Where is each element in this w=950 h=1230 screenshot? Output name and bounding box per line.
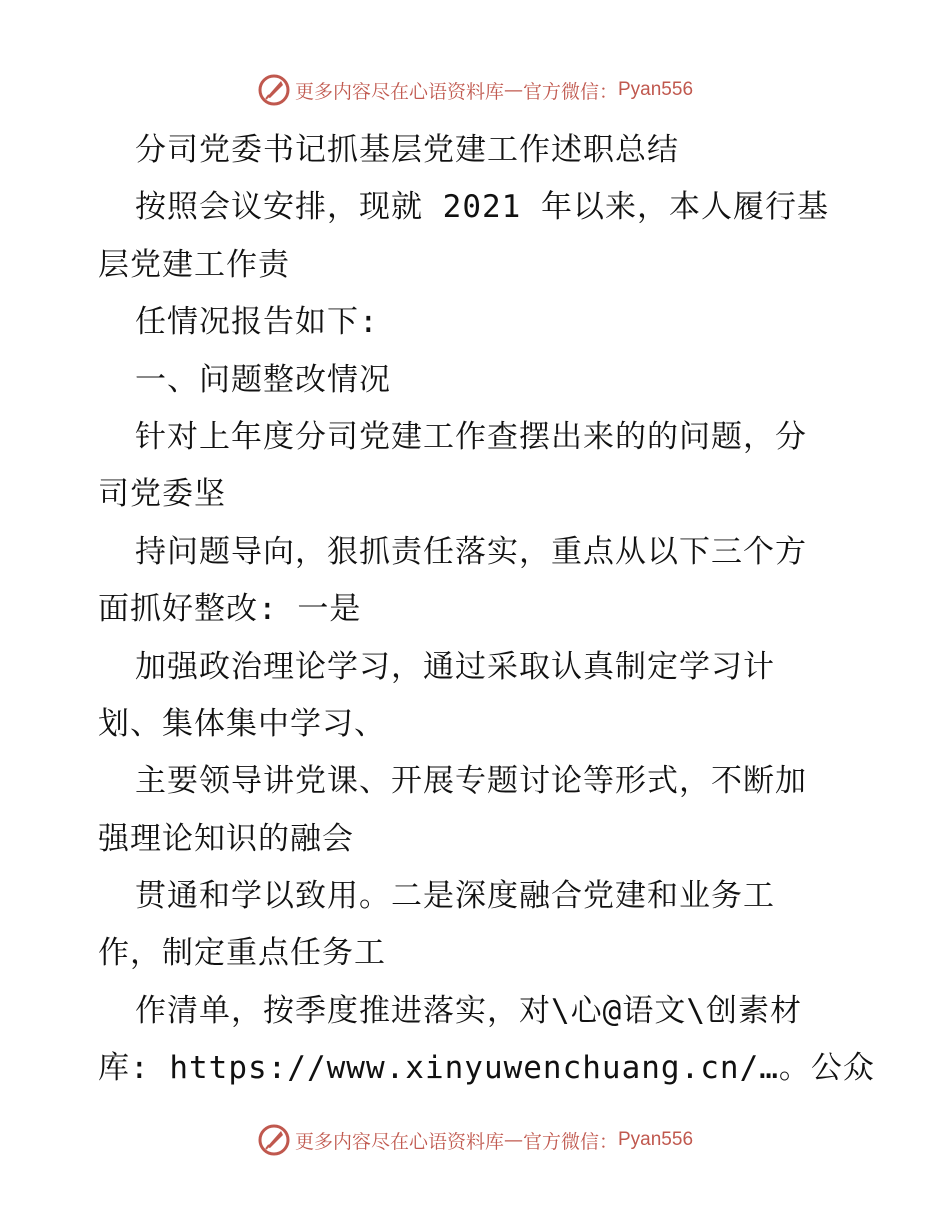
banner-label: 官方微信： (522, 1130, 618, 1153)
banner-label: 官方微信： (522, 80, 618, 103)
banner-wechat-id: Pyan556 (618, 79, 694, 100)
banner-text: 更多内容尽在心语资料库 (294, 1130, 504, 1153)
text-line: 贯通和学以致用。二是深度融合党建和业务工 (135, 878, 775, 915)
text-line: 作，制定重点任务工 (98, 935, 386, 972)
footer-watermark-banner (0, 1120, 950, 1160)
text-line: 面抓好整改: 一是 (98, 591, 362, 628)
text-line-url: 库: https://www.xinyuwenchuang.cn/…。公众 (98, 1050, 875, 1087)
quill-logo-icon (257, 1123, 291, 1157)
section-heading: 一、问题整改情况 (135, 361, 391, 398)
text-line: 按照会议安排，现就 2021 年以来，本人履行基 (135, 189, 829, 226)
text-line: 任情况报告如下: (135, 304, 379, 341)
text-line: 主要领导讲党课、开展专题讨论等形式，不断加 (135, 763, 807, 800)
text-line: 针对上年度分司党建工作查摆出来的的问题，分 (135, 418, 807, 455)
text-line: 强理论知识的融会 (98, 820, 354, 857)
banner-text: 更多内容尽在心语资料库 (294, 80, 504, 103)
document-body (98, 122, 875, 1098)
text-line: 加强政治理论学习，通过采取认真制定学习计 (135, 648, 775, 685)
header-watermark-banner (0, 70, 950, 110)
text-line: 作清单，按季度推进落实，对\心@语文\创素材 (135, 992, 802, 1029)
banner-dash: — (503, 1129, 523, 1151)
document-title: 分司党委书记抓基层党建工作述职总结 (135, 132, 679, 168)
text-line: 划、集体集中学习、 (98, 705, 386, 742)
banner-wechat-id: Pyan556 (618, 1129, 694, 1150)
text-line: 司党委坚 (98, 476, 226, 513)
text-line: 层党建工作责 (98, 246, 290, 283)
quill-logo-icon (257, 73, 291, 107)
banner-dash: — (503, 79, 523, 101)
text-line: 持问题导向，狠抓责任落实，重点从以下三个方 (135, 533, 807, 570)
